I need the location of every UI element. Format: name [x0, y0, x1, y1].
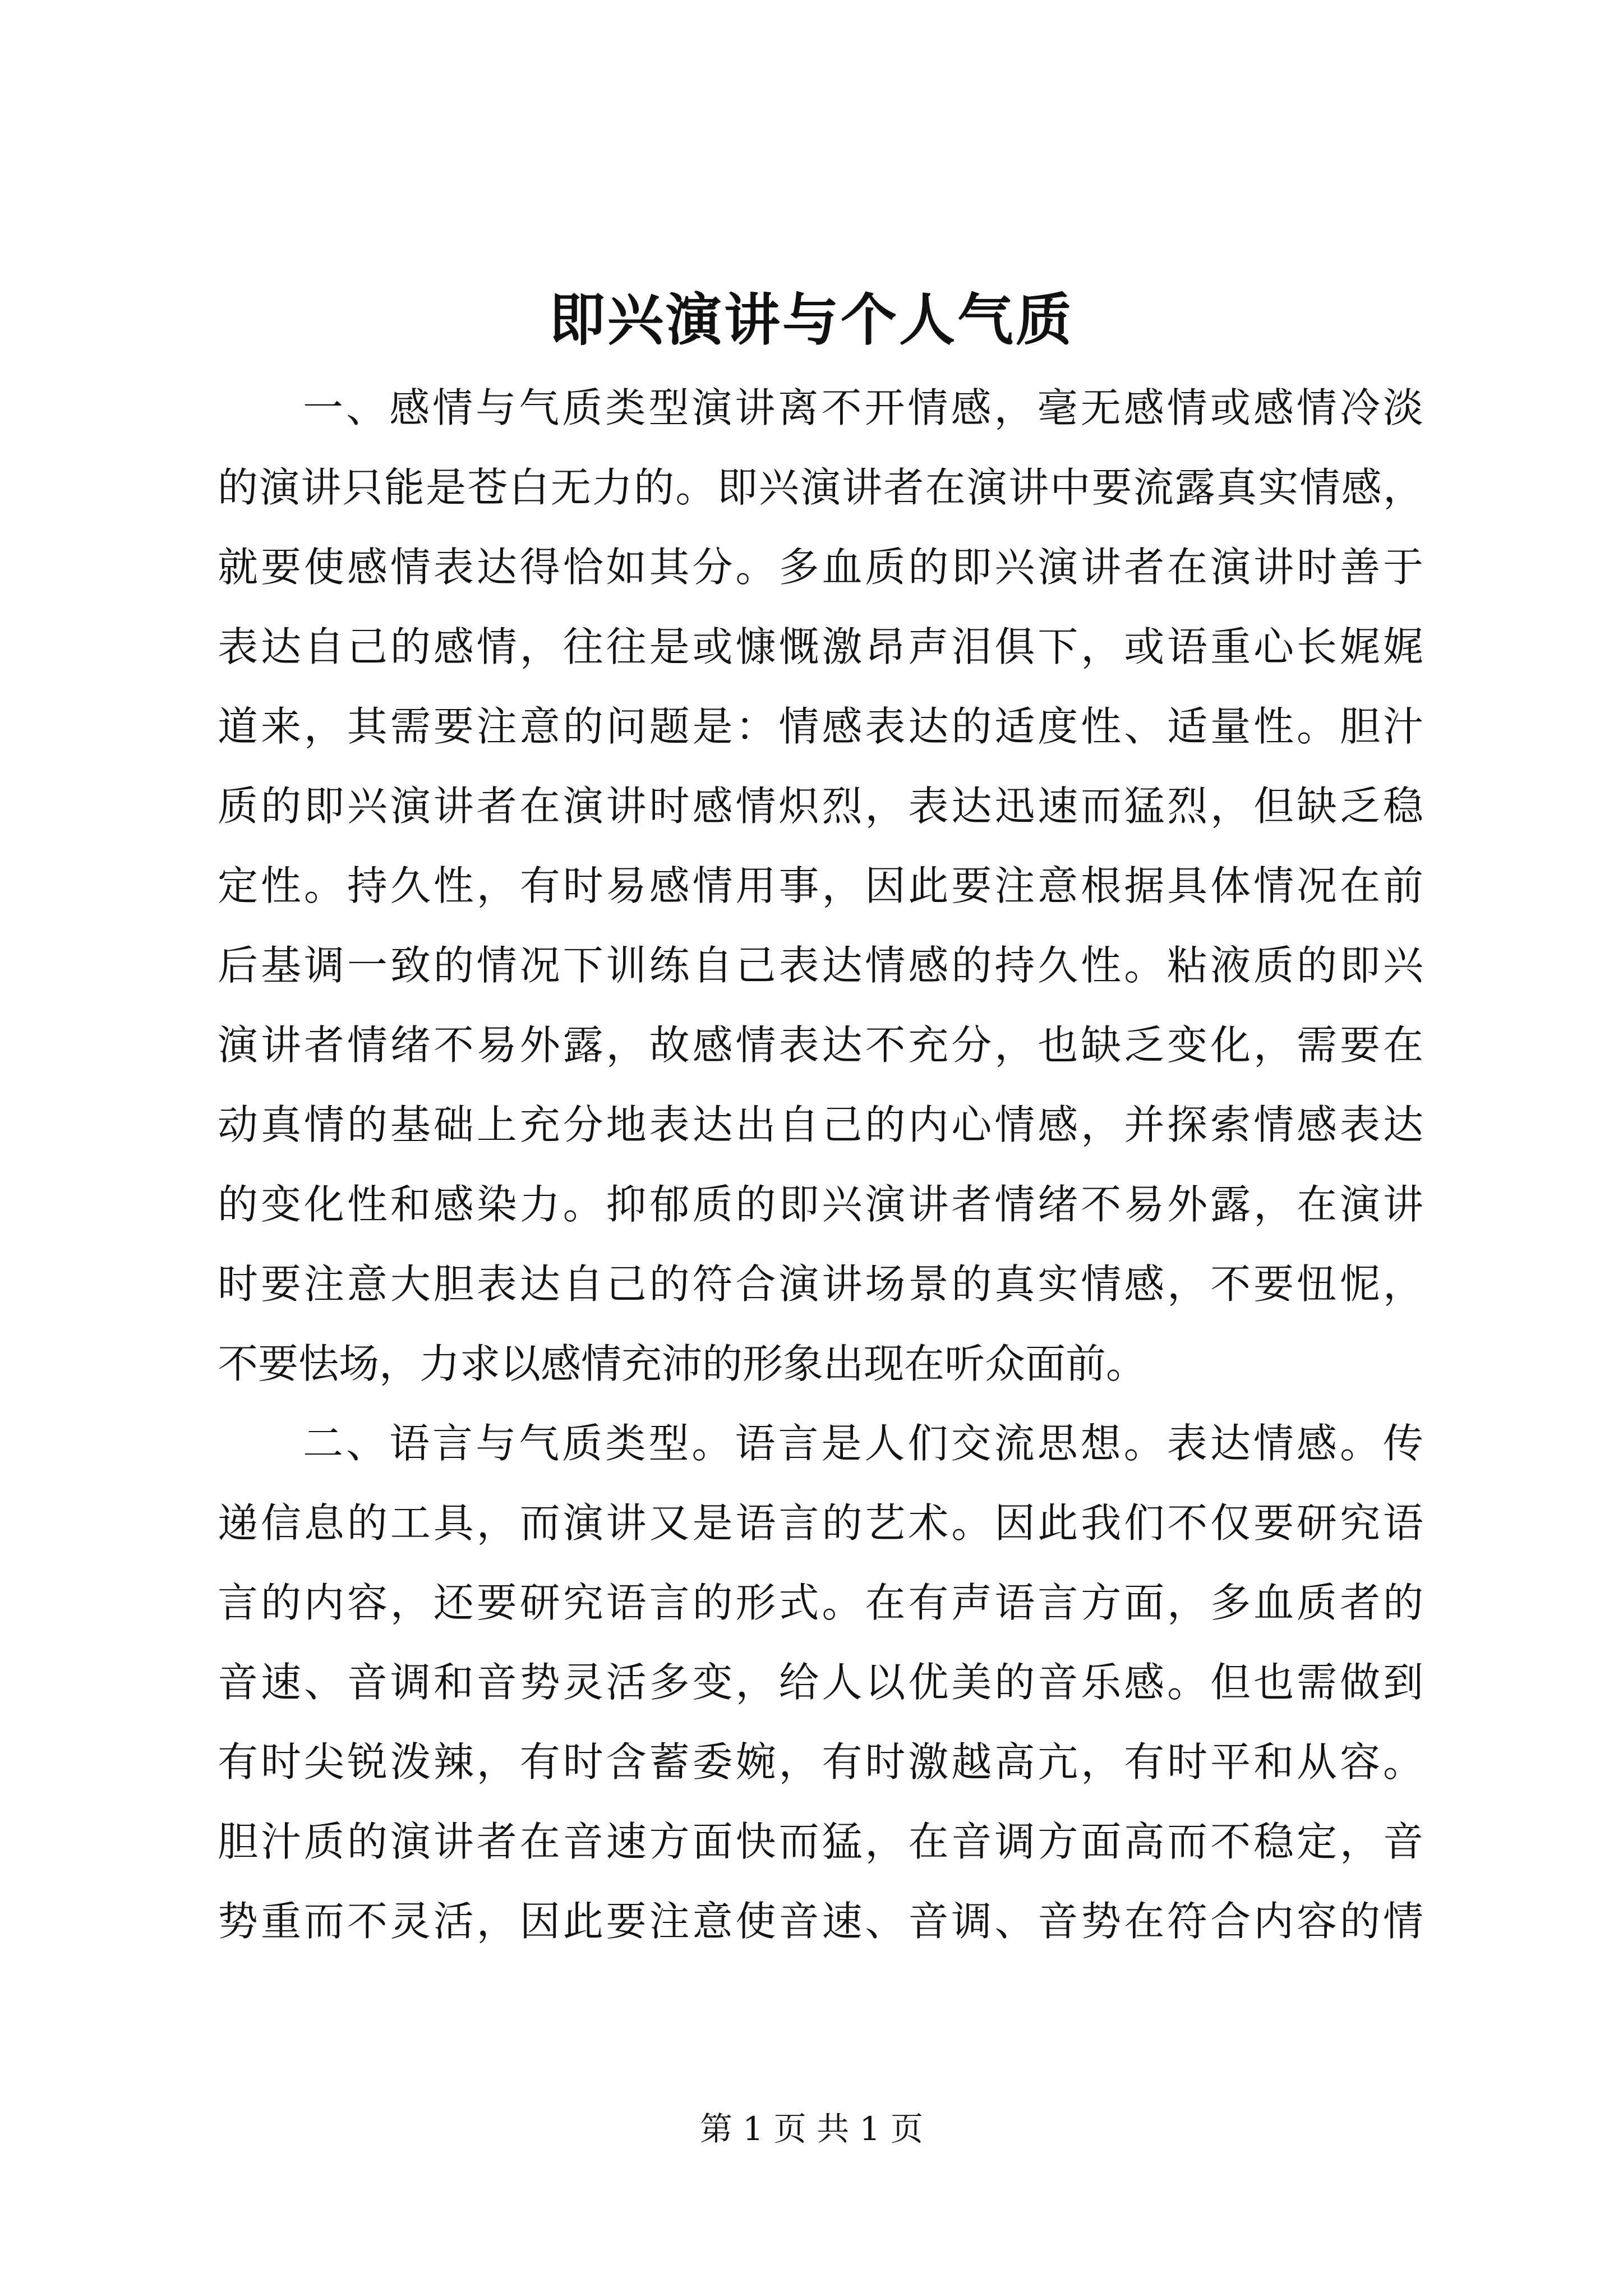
paragraph-1-line-13: 不要怯场，力求以感情充沛的形象出现在听众面前。 — [218, 1340, 1147, 1387]
paragraph-1-line-12: 时要注意大胆表达自己的符合演讲场景的真实情感，不要忸怩， — [218, 1260, 1423, 1308]
paragraph-1-line-9: 演讲者情绪不易外露，故感情表达不充分，也缺乏变化，需要在 — [218, 1022, 1423, 1069]
paragraph-2-line-7: 势重而不灵活，因此要注意使音速、音调、音势在符合内容的情 — [218, 1898, 1423, 1945]
paragraph-1-line-4: 表达自己的感情，往往是或慷慨激昂声泪俱下，或语重心长娓娓 — [218, 623, 1423, 670]
paragraph-2-line-1: 二、语言与气质类型。语言是人们交流思想。表达情感。传 — [303, 1420, 1423, 1467]
paragraph-1-line-8: 后基调一致的情况下训练自己表达情感的持久性。粘液质的即兴 — [218, 942, 1423, 989]
paragraph-1-line-7: 定性。持久性，有时易感情用事，因此要注意根据具体情况在前 — [218, 862, 1423, 909]
paragraph-2-line-2: 递信息的工具，而演讲又是语言的艺术。因此我们不仅要研究语 — [218, 1499, 1423, 1547]
page-footer: 第 1 页 共 1 页 — [700, 2110, 923, 2148]
paragraph-1-line-3: 就要使感情表达得恰如其分。多血质的即兴演讲者在演讲时善于 — [218, 544, 1423, 591]
document-title: 即兴演讲与个人气质 — [549, 287, 1074, 353]
paragraph-1-line-5: 道来，其需要注意的问题是：情感表达的适度性、适量性。胆汁 — [218, 703, 1423, 750]
paragraph-1-line-11: 的变化性和感染力。抑郁质的即兴演讲者情绪不易外露，在演讲 — [218, 1181, 1423, 1228]
paragraph-1-line-10: 动真情的基础上充分地表达出自己的内心情感，并探索情感表达 — [218, 1101, 1423, 1148]
paragraph-2-line-3: 言的内容，还要研究语言的形式。在有声语言方面，多血质者的 — [218, 1579, 1423, 1626]
paragraph-2-line-6: 胆汁质的演讲者在音速方面快而猛，在音调方面高而不稳定，音 — [218, 1818, 1423, 1865]
paragraph-2-line-5: 有时尖锐泼辣，有时含蓄委婉，有时激越高亢，有时平和从容。 — [218, 1738, 1423, 1786]
paragraph-1-line-1: 一、感情与气质类型演讲离不开情感，毫无感情或感情冷淡 — [303, 384, 1423, 431]
paragraph-1-line-6: 质的即兴演讲者在演讲时感情炽烈，表达迅速而猛烈，但缺乏稳 — [218, 783, 1423, 830]
paragraph-2-line-4: 音速、音调和音势灵活多变，给人以优美的音乐感。但也需做到 — [218, 1659, 1423, 1706]
paragraph-1-line-2: 的演讲只能是苍白无力的。即兴演讲者在演讲中要流露真实情感， — [218, 464, 1423, 511]
